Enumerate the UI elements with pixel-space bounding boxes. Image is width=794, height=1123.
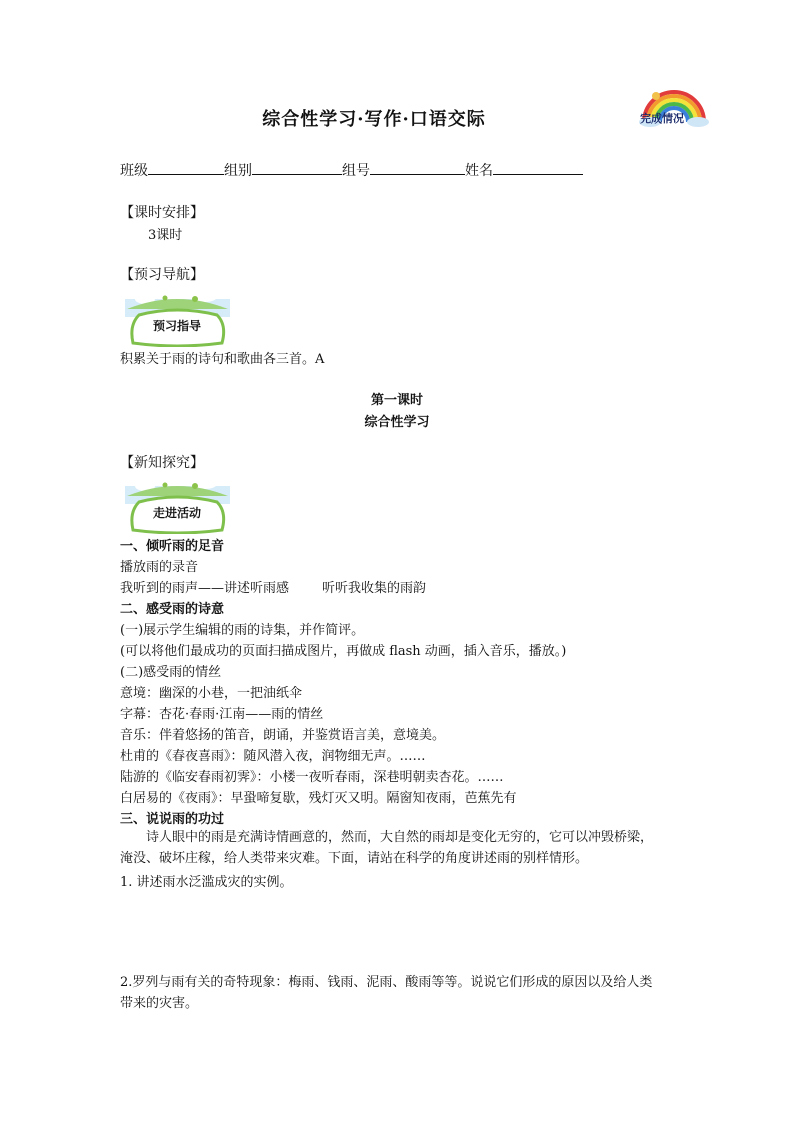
section-heading: 三、说说雨的功过 [120, 812, 225, 827]
lesson-subtitle: 综合性学习 [364, 415, 430, 430]
section-line: (二)感受雨的情丝 [120, 665, 222, 680]
preview-instruction: 积累关于雨的诗句和歌曲各三首。A [120, 352, 325, 367]
section-line: (可以将他们最成功的页面扫描成图片，再做成 flash 动画，插入音乐，播放。) [120, 644, 567, 659]
student-info-fields [120, 160, 583, 180]
class-label: 班级 [120, 163, 148, 179]
section-line: 我听到的雨声——讲述听雨感 听听我收集的雨韵 [120, 581, 427, 596]
question-1: 1. 讲述雨水泛滥成灾的实例。 [120, 875, 293, 890]
schedule-header: 【课时安排】 [120, 205, 204, 221]
section-paragraph: 诗人眼中的雨是充满诗情画意的，然而，大自然的雨却是变化无穷的，它可以冲毁桥梁，淹没、破坏庄稼，给人类带来灾难。下面，请站在科学的角度讲述雨的别样情形。 [120, 830, 654, 866]
completion-badge [636, 82, 712, 130]
section-line: 白居易的《夜雨》：早蛩啼复歇，残灯灭又明。隔窗知夜雨，芭蕉先有 [120, 791, 517, 806]
number-blank[interactable] [370, 160, 465, 175]
explore-bubble-label: 走进活动 [153, 506, 202, 520]
section-line: 意境：幽深的小巷，一把油纸伞 [120, 686, 303, 701]
preview-bubble [125, 285, 230, 347]
section-heading: 二、感受雨的诗意 [120, 602, 225, 617]
explore-bubble [125, 472, 230, 534]
section-line: 播放雨的录音 [120, 560, 199, 575]
section-line: 音乐：伴着悠扬的笛音，朗诵，并鉴赏语言美，意境美。 [120, 728, 446, 743]
preview-header: 【预习导航】 [120, 267, 204, 283]
question-2: 2.罗列与雨有关的奇特现象：梅雨、钱雨、泥雨、酸雨等等。说说它们形成的原因以及给人类带来的灾害。 [120, 975, 653, 1011]
group-blank[interactable] [252, 160, 342, 175]
name-label: 姓名 [465, 163, 493, 179]
name-blank[interactable] [493, 160, 583, 175]
page-title: 综合性学习·写作·口语交际 [262, 109, 486, 130]
schedule-value: 3课时 [148, 228, 183, 243]
section-line: 字幕：杏花·春雨·江南——雨的情丝 [120, 707, 324, 722]
preview-bubble-label: 预习指导 [153, 319, 202, 333]
section-heading: 一、倾听雨的足音 [120, 539, 225, 554]
lesson-title: 第一课时 [370, 393, 423, 408]
group-label: 组别 [224, 163, 252, 179]
cloud-frame-icon [125, 285, 230, 347]
section-line: 杜甫的《春夜喜雨》：随风潜入夜，润物细无声。…… [120, 749, 426, 764]
explore-header: 【新知探究】 [120, 455, 204, 471]
badge-label: 完成情况 [640, 112, 684, 125]
class-blank[interactable] [148, 160, 224, 175]
number-label: 组号 [342, 163, 370, 179]
cloud-frame-icon [125, 472, 230, 534]
section-line: (一)展示学生编辑的雨的诗集，并作简评。 [120, 623, 365, 638]
section-line: 陆游的《临安春雨初霁》：小楼一夜听春雨，深巷明朝卖杏花。…… [120, 770, 504, 785]
